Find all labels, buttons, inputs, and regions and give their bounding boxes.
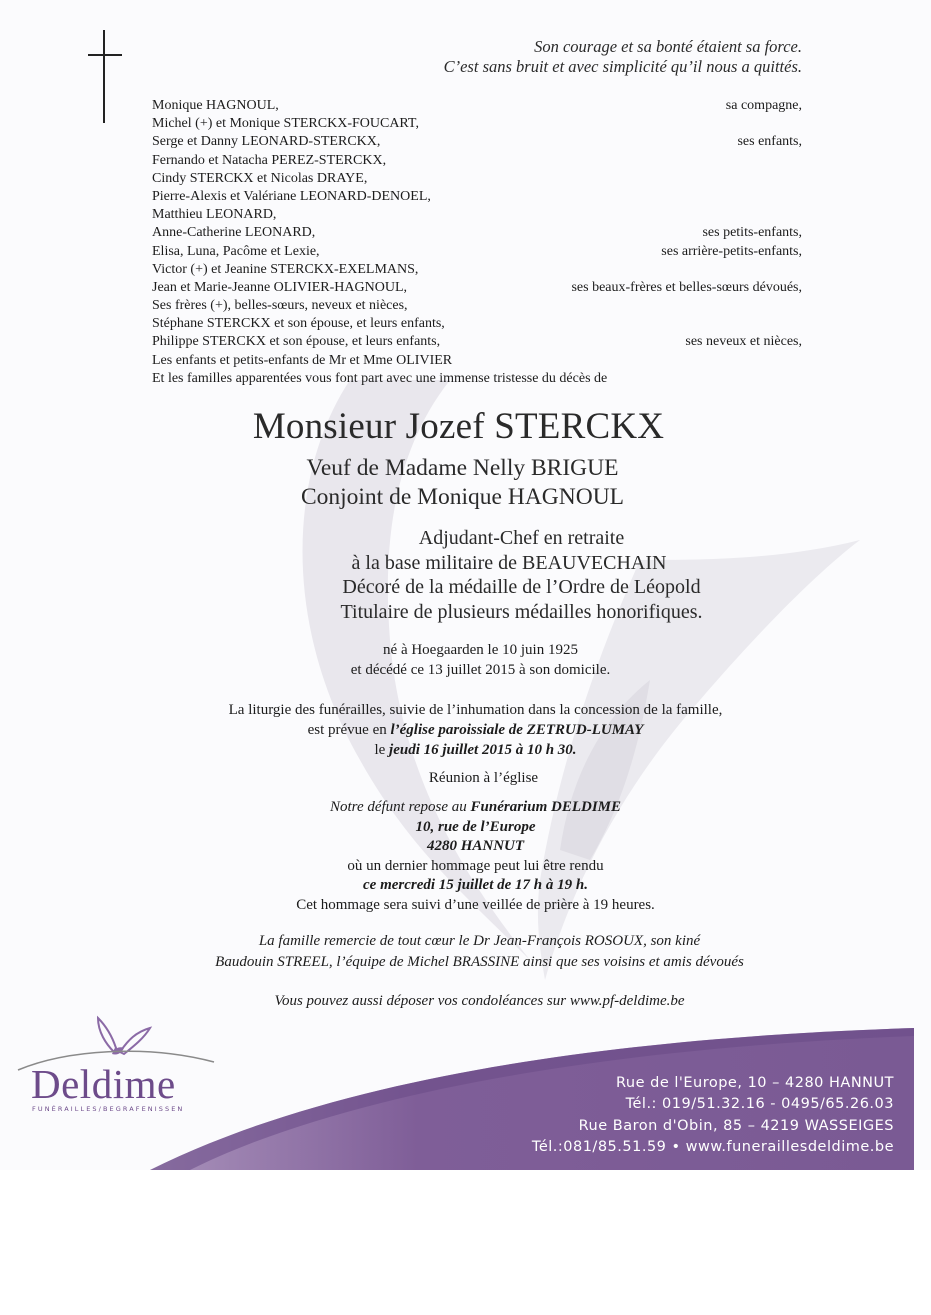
qualification-line: à la base militaire de BEAUVECHAIN — [351, 551, 667, 574]
family-member: Jean et Marie-Jeanne OLIVIER-HAGNOUL, — [152, 279, 408, 295]
family-member: Pierre-Alexis et Valériane LEONARD-DENOEL, — [152, 188, 431, 204]
funeral-date: jeudi 16 juillet 2015 à 10 h 30. — [389, 742, 577, 758]
family-row — [152, 370, 802, 388]
qualification-line: Titulaire de plusieurs médailles honorifiques. — [340, 600, 703, 623]
homage-line: où un dernier hommage peut lui être rendu — [347, 857, 604, 874]
logo-tagline: FUNÉRAILLES/BEGRAFENISSEN — [32, 1105, 185, 1113]
family-row — [152, 206, 802, 224]
thanks-line-2: Baudouin STREEL, l’équipe de Michel BRASSINE ainsi que ses voisins et amis dévoués — [215, 953, 744, 970]
family-member: Philippe STERCKX et son épouse, et leurs enfants, — [152, 334, 441, 350]
family-member: Anne-Catherine LEONARD, — [152, 225, 316, 241]
epitaph-quote — [444, 37, 802, 77]
family-member: Serge et Danny LEONARD-STERCKX, — [152, 134, 381, 150]
liturgy-line-2 — [10, 720, 931, 740]
family-row — [152, 297, 802, 315]
spouse-line: Conjoint de Monique HAGNOUL — [300, 484, 625, 510]
family-member: Ses frères (+), belles-sœurs, neveux et nièces, — [152, 298, 408, 314]
family-member: Cindy STERCKX et Nicolas DRAYE, — [152, 170, 368, 186]
family-member: Matthieu LEONARD, — [152, 207, 277, 223]
quote-line-1: Son courage et sa bonté étaient sa force. — [534, 37, 802, 56]
logo-wordmark: Deldime — [31, 1061, 176, 1107]
family-member: Elisa, Luna, Pacôme et Lexie, — [152, 243, 320, 259]
death-line: et décédé ce 13 juillet 2015 à son domicile. — [350, 662, 611, 678]
family-list — [152, 97, 802, 388]
family-row — [152, 97, 802, 115]
family-row — [152, 115, 802, 133]
family-row — [152, 152, 802, 170]
family-relation: sa compagne, — [725, 98, 802, 113]
liturgy-block — [10, 700, 931, 760]
condolences-note: Vous pouvez aussi déposer vos condoléances sur www.pf-deldime.be — [274, 993, 685, 1009]
funerarium-block — [10, 798, 931, 915]
address-line: Rue Baron d'Obin, 85 – 4219 WASSEIGES — [578, 1117, 894, 1134]
footer-address — [532, 1073, 894, 1158]
liturgy-date-prefix: le — [374, 742, 390, 758]
address-line: Rue de l'Europe, 10 – 4280 HANNUT — [615, 1075, 894, 1091]
family-row — [152, 333, 802, 351]
family-row — [152, 224, 802, 242]
family-member: Stéphane STERCKX et son épouse, et leurs enfants, — [152, 316, 445, 332]
funerarium-line — [10, 798, 931, 818]
family-row — [152, 243, 802, 261]
thanks-line-1: La famille remercie de tout cœur le Dr Jean-François ROSOUX, son kiné — [258, 933, 701, 949]
family-relation: ses arrière-petits-enfants, — [661, 243, 802, 259]
qualification-line: Adjudant-Chef en retraite — [418, 527, 625, 549]
funerarium-city: 4280 HANNUT — [426, 838, 525, 854]
quote-line-2: C’est sans bruit et avec simplicité qu’il nous a quittés. — [443, 57, 802, 76]
family-member: Et les familles apparentées vous font part avec une immense tristesse du décès de — [152, 370, 608, 386]
deceased-name: Monsieur Jozef STERCKX — [252, 406, 665, 447]
thanks-block — [14, 931, 931, 972]
cross-icon — [88, 30, 128, 125]
funerarium-name: Funérarium DELDIME — [470, 799, 621, 815]
family-member: Monique HAGNOUL, — [152, 98, 279, 113]
liturgy-prefix: est prévue en — [307, 722, 391, 738]
widower-line: Veuf de Madame Nelly BRIGUE — [306, 455, 619, 481]
family-member: Michel (+) et Monique STERCKX-FOUCART, — [152, 116, 419, 132]
family-row — [152, 315, 802, 333]
qualification-line: Décoré de la médaille de l’Ordre de Léopold — [342, 576, 701, 598]
birth-death-dates — [15, 640, 931, 680]
family-relation: ses neveux et nièces, — [685, 334, 802, 350]
reunion-note: Réunion à l’église — [428, 770, 539, 786]
family-row — [152, 352, 802, 370]
family-row — [152, 133, 802, 151]
family-relation: ses enfants, — [737, 134, 802, 150]
family-row — [152, 170, 802, 188]
family-relation: ses beaux-frères et belles-sœurs dévoués, — [571, 279, 802, 295]
funerarium-street: 10, rue de l’Europe — [415, 818, 536, 835]
funerarium-prefix: Notre défunt repose au — [329, 799, 471, 815]
family-member: Les enfants et petits-enfants de Mr et Mme OLIVIER — [152, 352, 453, 368]
vigil-line: Cet hommage sera suivi d’une veillée de prière à 19 heures. — [296, 896, 655, 913]
family-row — [152, 279, 802, 297]
church-name: l’église paroissiale de ZETRUD-LUMAY — [390, 722, 644, 738]
qualifications — [56, 526, 931, 624]
liturgy-line-3 — [10, 740, 931, 760]
family-relation: ses petits-enfants, — [702, 225, 802, 241]
phone-line: Tél.: 019/51.32.16 - 0495/65.26.03 — [625, 1096, 894, 1113]
liturgy-line-1: La liturgie des funérailles, suivie de l’inhumation dans la concession de la famille, — [228, 702, 723, 718]
homage-time: ce mercredi 15 juillet de 17 h à 19 h. — [363, 877, 588, 893]
family-row — [152, 188, 802, 206]
family-row — [152, 261, 802, 279]
birth-line: né à Hoegaarden le 10 juin 1925 — [383, 642, 578, 658]
phone-website-line: Tél.:081/85.51.59 • www.funeraillesdeldime.be — [531, 1138, 894, 1155]
family-member: Fernando et Natacha PEREZ-STERCKX, — [152, 152, 387, 168]
family-member: Victor (+) et Jeanine STERCKX-EXELMANS, — [152, 261, 419, 277]
